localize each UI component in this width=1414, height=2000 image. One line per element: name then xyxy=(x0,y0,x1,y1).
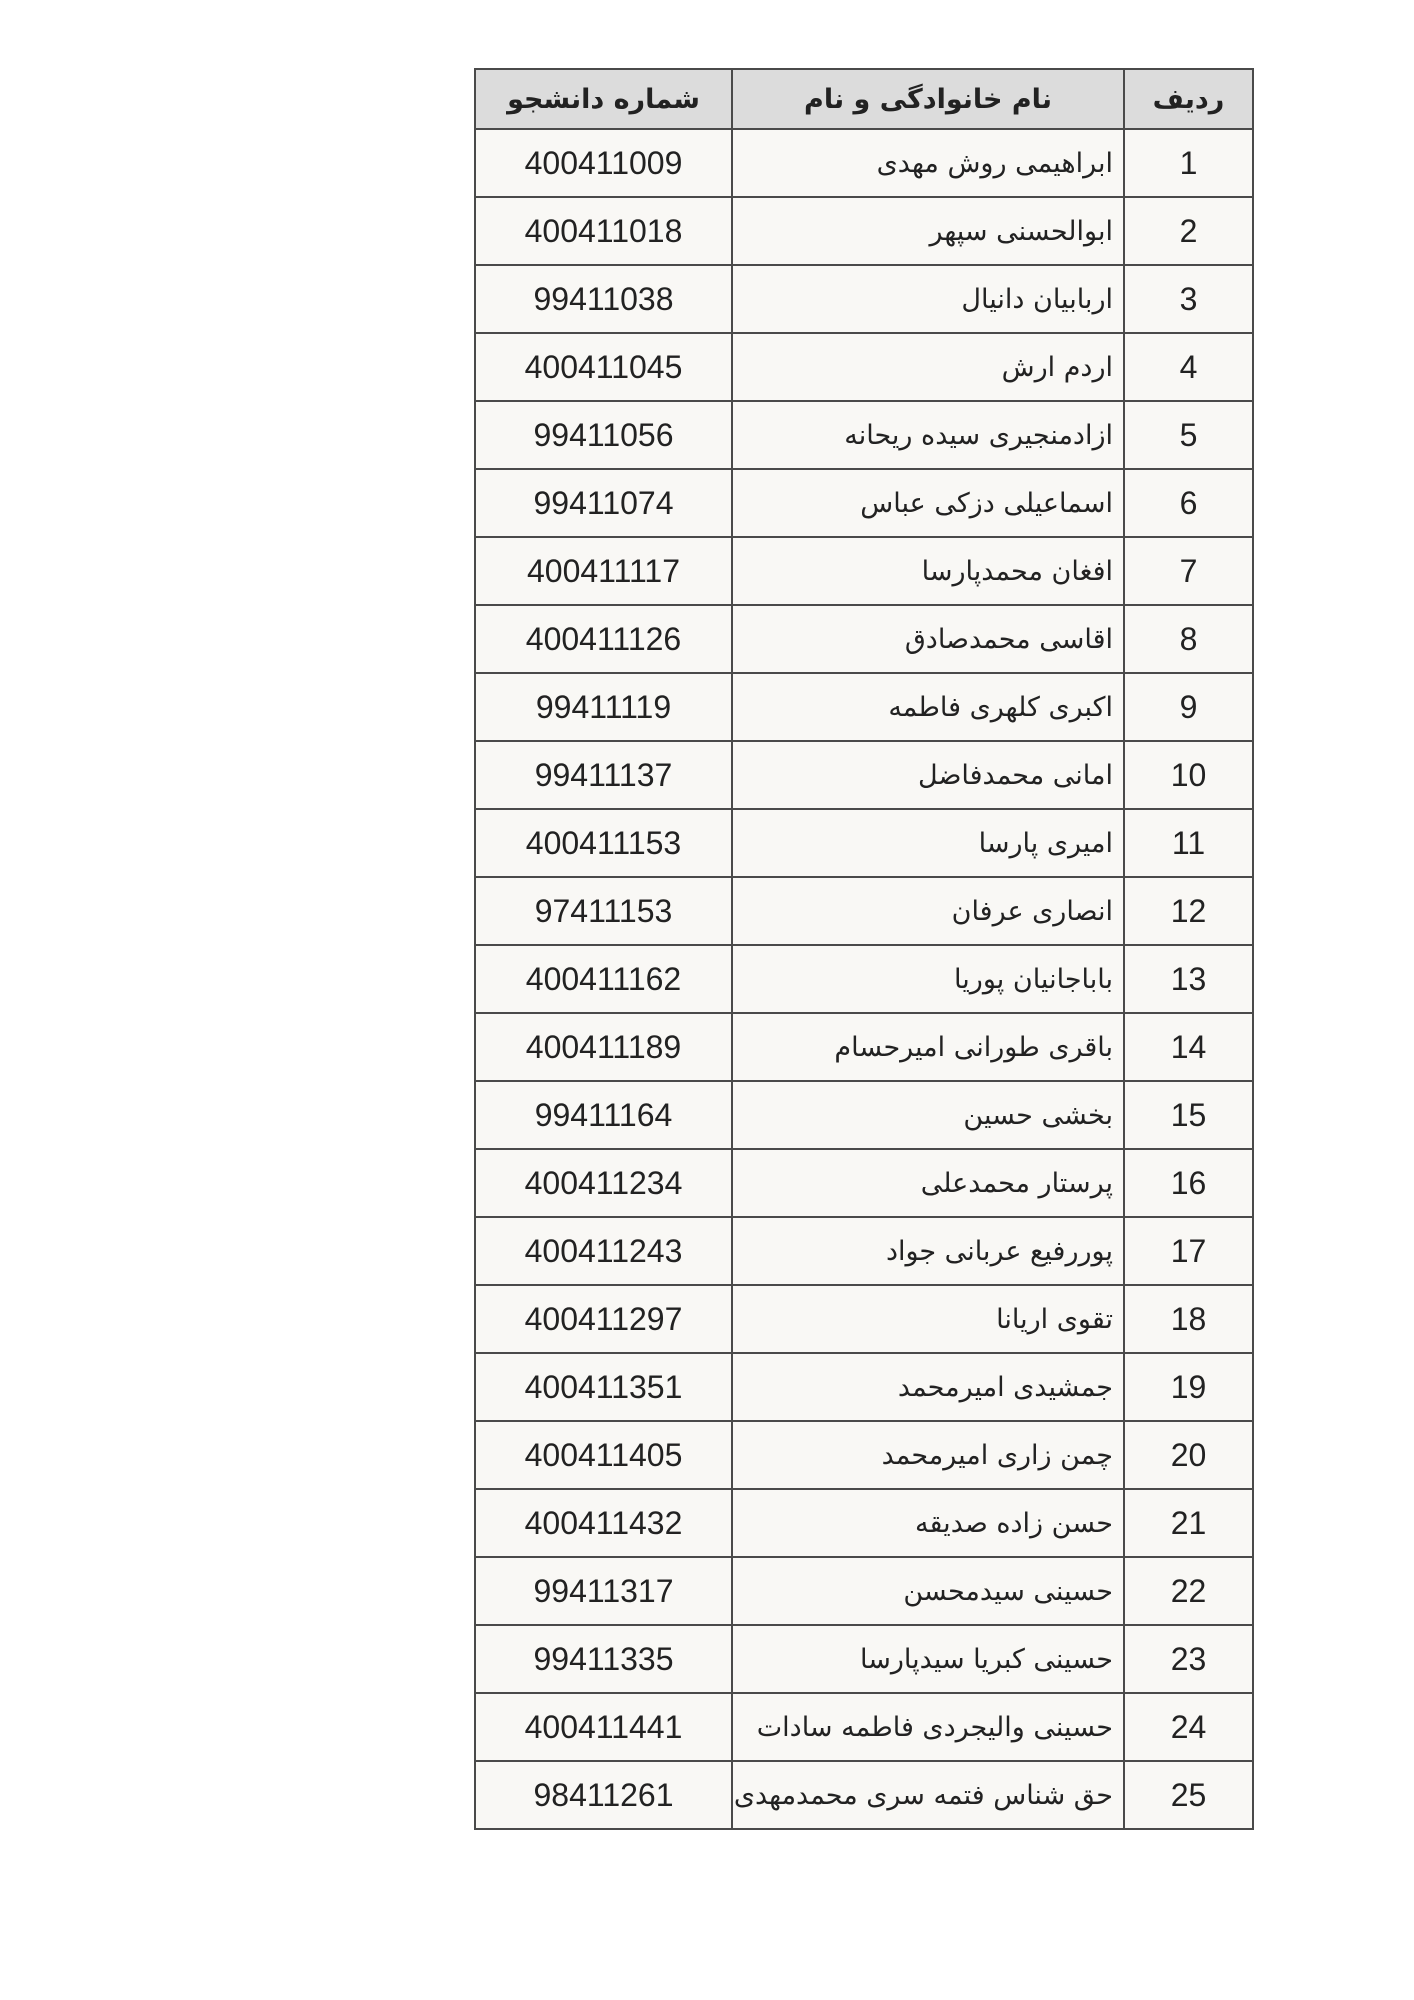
student-name-cell: باقری طورانی امیرحسام xyxy=(732,1013,1124,1081)
header-student-id: شماره دانشجو xyxy=(475,69,732,129)
student-name-cell: ازادمنجیری سیده ریحانه xyxy=(732,401,1124,469)
table-row xyxy=(475,1625,1253,1693)
student-id-cell: 400411126 xyxy=(475,605,732,673)
row-number-cell: 1 xyxy=(1124,129,1253,197)
row-number-cell: 15 xyxy=(1124,1081,1253,1149)
student-id-cell: 99411038 xyxy=(475,265,732,333)
student-id-cell: 400411153 xyxy=(475,809,732,877)
row-number-cell: 23 xyxy=(1124,1625,1253,1693)
table-row xyxy=(475,1081,1253,1149)
student-id-cell: 99411317 xyxy=(475,1557,732,1625)
student-id-cell: 97411153 xyxy=(475,877,732,945)
student-name-cell: اردم ارش xyxy=(732,333,1124,401)
table-row xyxy=(475,1013,1253,1081)
student-id-cell: 98411261 xyxy=(475,1761,732,1829)
table-row xyxy=(475,1557,1253,1625)
student-list-table xyxy=(474,68,1254,1830)
row-number-cell: 14 xyxy=(1124,1013,1253,1081)
table-row xyxy=(475,1353,1253,1421)
row-number-cell: 4 xyxy=(1124,333,1253,401)
row-number-cell: 22 xyxy=(1124,1557,1253,1625)
student-name-cell: اسماعیلی دزکی عباس xyxy=(732,469,1124,537)
table-row xyxy=(475,1149,1253,1217)
table-header xyxy=(475,69,1253,129)
table-row xyxy=(475,265,1253,333)
table-row xyxy=(475,333,1253,401)
student-id-cell: 99411119 xyxy=(475,673,732,741)
header-row-number: ردیف xyxy=(1124,69,1253,129)
table-row xyxy=(475,877,1253,945)
student-id-cell: 400411432 xyxy=(475,1489,732,1557)
row-number-cell: 5 xyxy=(1124,401,1253,469)
student-id-cell: 400411009 xyxy=(475,129,732,197)
table-row xyxy=(475,129,1253,197)
row-number-cell: 3 xyxy=(1124,265,1253,333)
row-number-cell: 10 xyxy=(1124,741,1253,809)
row-number-cell: 16 xyxy=(1124,1149,1253,1217)
row-number-cell: 20 xyxy=(1124,1421,1253,1489)
row-number-cell: 21 xyxy=(1124,1489,1253,1557)
table-row xyxy=(475,1217,1253,1285)
student-id-cell: 400411189 xyxy=(475,1013,732,1081)
student-name-cell: جمشیدی امیرمحمد xyxy=(732,1353,1124,1421)
student-id-cell: 400411297 xyxy=(475,1285,732,1353)
table-row xyxy=(475,809,1253,877)
student-name-cell: انصاری عرفان xyxy=(732,877,1124,945)
student-name-cell: افغان محمدپارسا xyxy=(732,537,1124,605)
table-row xyxy=(475,537,1253,605)
table-row xyxy=(475,1489,1253,1557)
table-row xyxy=(475,945,1253,1013)
student-id-cell: 400411117 xyxy=(475,537,732,605)
table-body xyxy=(475,129,1253,1829)
table-row xyxy=(475,469,1253,537)
row-number-cell: 9 xyxy=(1124,673,1253,741)
student-name-cell: ابراهیمی روش مهدی xyxy=(732,129,1124,197)
header-full-name: نام خانوادگی و نام xyxy=(732,69,1124,129)
student-id-cell: 400411441 xyxy=(475,1693,732,1761)
student-name-cell: باباجانیان پوریا xyxy=(732,945,1124,1013)
student-name-cell: پوررفیع عربانی جواد xyxy=(732,1217,1124,1285)
row-number-cell: 18 xyxy=(1124,1285,1253,1353)
row-number-cell: 24 xyxy=(1124,1693,1253,1761)
row-number-cell: 25 xyxy=(1124,1761,1253,1829)
table-row xyxy=(475,1421,1253,1489)
table-row xyxy=(475,605,1253,673)
header-row xyxy=(475,69,1253,129)
row-number-cell: 13 xyxy=(1124,945,1253,1013)
student-name-cell: اقاسی محمدصادق xyxy=(732,605,1124,673)
student-id-cell: 400411045 xyxy=(475,333,732,401)
row-number-cell: 17 xyxy=(1124,1217,1253,1285)
student-name-cell: حسینی سیدمحسن xyxy=(732,1557,1124,1625)
row-number-cell: 7 xyxy=(1124,537,1253,605)
row-number-cell: 19 xyxy=(1124,1353,1253,1421)
student-name-cell: امیری پارسا xyxy=(732,809,1124,877)
row-number-cell: 8 xyxy=(1124,605,1253,673)
table-row xyxy=(475,673,1253,741)
row-number-cell: 11 xyxy=(1124,809,1253,877)
student-id-cell: 400411018 xyxy=(475,197,732,265)
student-name-cell: ابوالحسنی سپهر xyxy=(732,197,1124,265)
student-name-cell: حق شناس فتمه سری محمدمهدی xyxy=(732,1761,1124,1829)
table-row xyxy=(475,1285,1253,1353)
student-name-cell: بخشی حسین xyxy=(732,1081,1124,1149)
row-number-cell: 12 xyxy=(1124,877,1253,945)
student-id-cell: 400411234 xyxy=(475,1149,732,1217)
student-name-cell: اکبری کلهری فاطمه xyxy=(732,673,1124,741)
row-number-cell: 2 xyxy=(1124,197,1253,265)
student-name-cell: پرستار محمدعلی xyxy=(732,1149,1124,1217)
table-row xyxy=(475,1693,1253,1761)
student-name-cell: تقوی اریانا xyxy=(732,1285,1124,1353)
student-name-cell: چمن زاری امیرمحمد xyxy=(732,1421,1124,1489)
table-row xyxy=(475,741,1253,809)
student-id-cell: 99411074 xyxy=(475,469,732,537)
student-id-cell: 400411351 xyxy=(475,1353,732,1421)
row-number-cell: 6 xyxy=(1124,469,1253,537)
student-name-cell: امانی محمدفاضل xyxy=(732,741,1124,809)
student-id-cell: 400411405 xyxy=(475,1421,732,1489)
student-id-cell: 400411162 xyxy=(475,945,732,1013)
student-id-cell: 99411164 xyxy=(475,1081,732,1149)
student-name-cell: اربابیان دانیال xyxy=(732,265,1124,333)
table-row xyxy=(475,197,1253,265)
student-id-cell: 99411335 xyxy=(475,1625,732,1693)
table-row xyxy=(475,1761,1253,1829)
student-name-cell: حسینی والیجردی فاطمه سادات xyxy=(732,1693,1124,1761)
table-row xyxy=(475,401,1253,469)
student-name-cell: حسن زاده صدیقه xyxy=(732,1489,1124,1557)
student-id-cell: 99411056 xyxy=(475,401,732,469)
student-name-cell: حسینی کبریا سیدپارسا xyxy=(732,1625,1124,1693)
student-id-cell: 400411243 xyxy=(475,1217,732,1285)
student-id-cell: 99411137 xyxy=(475,741,732,809)
